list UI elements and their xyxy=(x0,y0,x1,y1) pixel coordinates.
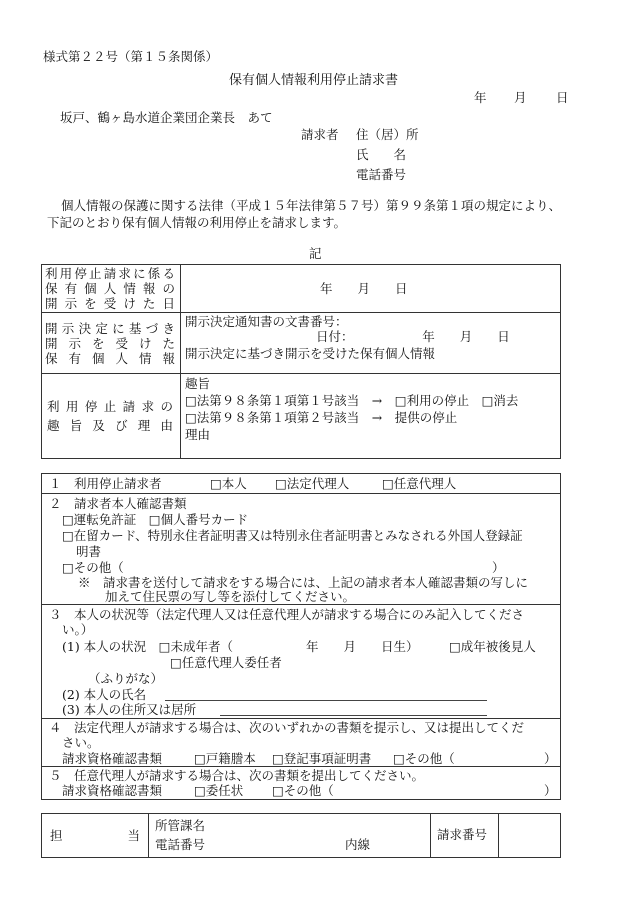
s2-id-options-2-cont: 明書 xyxy=(76,544,102,559)
s3-status-minor[interactable]: (1) 本人の状況 □未成年者（ xyxy=(62,639,233,654)
s3-furigana-label: （ふりがな） xyxy=(88,671,164,686)
doc-number-field[interactable]: 開示決定通知書の文書番号： xyxy=(185,314,348,329)
s5-other[interactable]: □その他（ xyxy=(272,783,334,798)
s4-other[interactable]: □その他（ xyxy=(393,751,455,766)
s4-docs-label: 請求資格確認書類 xyxy=(62,751,163,766)
row2-label-line3: 保有個人情報 xyxy=(45,351,175,366)
requester-address-label: 住（居）所 xyxy=(356,127,419,142)
s2-other-option[interactable]: □その他（ xyxy=(62,560,124,575)
row3-label-line2: 趣旨及び理由 xyxy=(47,418,173,433)
s5-power-of-attorney[interactable]: □委任状 xyxy=(194,783,244,798)
s3-address-field[interactable] xyxy=(220,715,487,716)
purpose-option-2[interactable]: □法第９８条第１項第２号該当 → 提供の停止 xyxy=(185,410,458,425)
ki-label: 記 xyxy=(309,246,322,261)
purpose-label: 趣旨 xyxy=(185,376,211,391)
purpose-option-1[interactable]: □法第９８条第１項第１号該当 → □利用の停止 □消去 xyxy=(185,393,519,408)
date-year-label: 年 xyxy=(474,90,487,105)
row3-label-line1: 利用停止請求の xyxy=(47,399,173,414)
reason-label: 理由 xyxy=(185,427,211,442)
disclosed-info-field[interactable]: 開示決定に基づき開示を受けた保有個人情報 xyxy=(185,346,436,361)
s4-heading-1: ４ 法定代理人が請求する場合は、次のいずれかの書類を提示し、又は提出してくだ xyxy=(49,720,525,735)
s2-note-2: 加えて住民票の写し等を添付してください。 xyxy=(105,589,356,604)
s4-family-register[interactable]: □戸籍謄本 xyxy=(194,751,256,766)
s5-heading: ５ 任意代理人が請求する場合は、次の書類を提出してください。 xyxy=(49,768,425,783)
intro-line-1: 個人情報の保護に関する法律（平成１５年法律第５７号）第９９条第１項の規定により、 xyxy=(61,198,562,213)
phone-label: 電話番号 xyxy=(155,837,206,852)
disclosure-date-field[interactable]: 年 月 日 xyxy=(320,281,408,296)
s3-status-adult-ward[interactable]: □成年被後見人 xyxy=(449,639,536,654)
requester-name-label: 氏 名 xyxy=(356,147,407,162)
s3-heading-1: ３ 本人の状況等（法定代理人又は任意代理人が請求する場合にのみ記入してくださ xyxy=(49,607,525,622)
intro-line-2: 下記のとおり保有個人情報の利用停止を請求します。 xyxy=(47,215,347,230)
requester-label: 請求者 xyxy=(301,127,339,142)
s5-docs-label: 請求資格確認書類 xyxy=(62,783,163,798)
s2-note-1: ※ 請求書を送付して請求をする場合には、上記の請求者本人確認書類の写しに xyxy=(78,575,529,590)
checkbox-voluntary-agent[interactable]: □任意代理人 xyxy=(382,476,457,491)
s4-other-close: ） xyxy=(544,751,557,766)
row2-label-line1: 開示決定に基づき xyxy=(45,321,175,336)
s3-name-field[interactable] xyxy=(165,700,487,701)
s1-heading: １ 利用停止請求者 xyxy=(49,476,162,491)
s2-id-options-1[interactable]: □運転免許証 □個人番号カード xyxy=(62,512,249,527)
s3-birthdate[interactable]: 年 月 日生） xyxy=(306,639,419,654)
request-number-label: 請求番号 xyxy=(437,827,488,842)
tanto-label: 担 当 xyxy=(50,828,140,843)
row1-label-line1: 利用停止請求に係る xyxy=(45,266,175,281)
checkbox-legal-agent[interactable]: □法定代理人 xyxy=(275,476,350,491)
s5-other-close: ） xyxy=(544,783,557,798)
date-month-label: 月 xyxy=(514,90,527,105)
s2-id-options-2[interactable]: □在留カード、特別永住者証明書又は特別永住者証明書とみなされる外国人登録証 xyxy=(62,528,523,543)
addressee: 坂戸、鶴ヶ島水道企業団企業長 あて xyxy=(60,110,273,125)
extension-label: 内線 xyxy=(345,837,371,852)
s2-other-close: ） xyxy=(492,560,505,575)
s4-heading-2: さい。 xyxy=(62,735,100,750)
s3-address-label: (3) 本人の住所又は居所 xyxy=(62,702,197,717)
form-number: 様式第２２号（第１５条関係） xyxy=(43,49,219,64)
s3-status-delegator[interactable]: □任意代理人委任者 xyxy=(170,655,282,670)
s3-heading-2: い。） xyxy=(62,622,94,637)
notice-date-field[interactable]: 日付： 年 月 日 xyxy=(316,329,510,344)
form-title: 保有個人情報利用停止請求書 xyxy=(229,73,399,88)
request-number-field[interactable] xyxy=(502,816,556,854)
requester-phone-label: 電話番号 xyxy=(356,167,407,182)
dept-label: 所管課名 xyxy=(155,818,206,833)
date-day-label: 日 xyxy=(556,90,569,105)
row1-label-line2: 保有個人情報の xyxy=(45,281,175,296)
checkbox-self[interactable]: □本人 xyxy=(210,476,247,491)
row1-label-line3: 開示を受けた日 xyxy=(45,296,175,311)
s4-registry-certificate[interactable]: □登記事項証明書 xyxy=(272,751,372,766)
s2-heading: ２ 請求者本人確認書類 xyxy=(49,496,187,511)
s3-name-label: (2) 本人の氏名 xyxy=(62,687,147,702)
row2-label-line2: 開示を受けた xyxy=(45,336,175,351)
